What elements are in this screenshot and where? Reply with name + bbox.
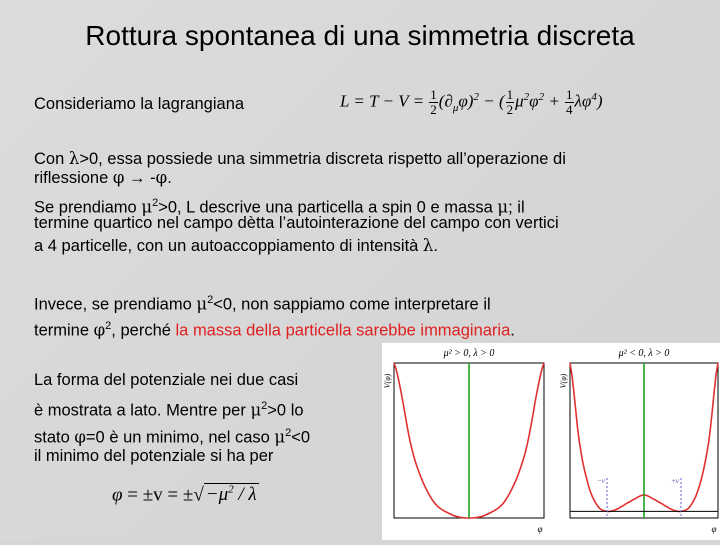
- x-axis-label: φ: [537, 524, 543, 534]
- y-axis-label: V(φ): [383, 373, 392, 389]
- plot-title: μ² > 0, λ > 0: [443, 348, 495, 359]
- potential-plots-panel: [382, 343, 720, 540]
- potential-open: − (: [478, 91, 505, 111]
- para3-line2: [34, 316, 515, 341]
- text-fragment: .: [510, 321, 515, 340]
- phi-symbol: φ: [93, 320, 106, 340]
- kinetic-term-end: φ): [458, 91, 474, 111]
- superscript: 2: [207, 294, 214, 306]
- para2-line2: termine quartico nel campo dètta l’autointerazione del campo con vertici: [34, 214, 559, 232]
- vev-formula: φ = ±v = ±√ $-\mu^2 / \lambda$: [112, 484, 257, 506]
- text-fragment: riflessione: [34, 169, 113, 187]
- kinetic-exponent: 2: [473, 90, 479, 103]
- phi-symbol: φ: [155, 168, 168, 187]
- phi-symbol: φ: [74, 427, 86, 447]
- plot-title: μ² < 0, λ > 0: [618, 348, 670, 359]
- mu-symbol: μ: [250, 400, 262, 420]
- para4-line3: [34, 423, 310, 448]
- mu-symbol: μ: [497, 197, 509, 217]
- mass-field: φ: [529, 91, 539, 111]
- fraction-numerator: 1: [566, 87, 573, 102]
- intro-text: Consideriamo la lagrangiana: [34, 95, 245, 113]
- mu-symbol: μ: [274, 427, 286, 447]
- para1-line2: [34, 168, 172, 188]
- arrow-icon: →: [129, 169, 146, 187]
- radicand: [204, 483, 259, 505]
- text-fragment: >0, L descrive una particella a spin 0 e massa: [158, 198, 498, 217]
- superscript: 2: [105, 320, 112, 332]
- y-axis-label: V(φ): [559, 373, 568, 389]
- text-fragment: =0 è un minimo, nel caso: [85, 428, 275, 447]
- para1-line1: [34, 149, 566, 169]
- radicand-mu: −μ: [205, 484, 229, 506]
- text-fragment: >0 lo: [267, 401, 304, 420]
- lambda-symbol: λ: [422, 236, 434, 255]
- minimum-label: +v: [671, 477, 679, 485]
- superscript: 2: [261, 400, 268, 412]
- text-fragment: .: [433, 237, 438, 255]
- text-fragment: .: [167, 169, 172, 187]
- plus-sign: +: [544, 91, 565, 111]
- radicand-exponent: 2: [228, 484, 234, 496]
- text-fragment: Con: [34, 150, 69, 168]
- minimum-label: −v: [597, 477, 605, 485]
- text-fragment: -: [145, 169, 156, 187]
- mass-field-exponent: 2: [538, 90, 545, 103]
- fraction-numerator: 1: [430, 87, 437, 102]
- highlighted-text: la massa della particella sarebbe immaginaria: [175, 321, 511, 340]
- text-fragment: a 4 particelle, con un autoaccoppiamento di intensità: [34, 237, 423, 255]
- lagrangian-formula: [340, 88, 603, 117]
- fraction-half-mass: [506, 88, 515, 117]
- mu-symbol: μ: [196, 294, 208, 314]
- radicand-lambda: / λ: [233, 484, 257, 506]
- potential-close: ): [596, 91, 603, 111]
- para4-line1: La forma del potenziale nei due casi: [34, 371, 299, 389]
- text-fragment: , perché: [111, 321, 176, 340]
- fraction-denominator: 2: [430, 102, 437, 117]
- kinetic-subscript: μ: [452, 101, 459, 114]
- text-fragment: è mostrata a lato. Mentre per: [34, 401, 251, 420]
- fraction-denominator: 2: [506, 102, 514, 117]
- para4-line4: il minimo del potenziale si ha per: [34, 447, 274, 465]
- quartic-term: λφ: [574, 91, 592, 111]
- fraction-denominator: 4: [566, 102, 573, 117]
- mass-symbol: μ: [515, 91, 524, 111]
- text-fragment: termine: [34, 321, 94, 340]
- fraction-quarter: [565, 88, 574, 117]
- text-fragment: stato: [34, 428, 75, 447]
- superscript: 2: [152, 197, 159, 209]
- phi-symbol: φ: [112, 484, 123, 506]
- lambda-symbol: λ: [68, 149, 80, 168]
- kinetic-term: (∂: [438, 91, 453, 111]
- slide-title: Rottura spontanea di una simmetria discreta: [85, 20, 635, 51]
- potential-plots-svg: [382, 343, 720, 540]
- para2-line3: [34, 236, 438, 256]
- x-axis-label: φ: [711, 524, 717, 534]
- text-fragment: Se prendiamo: [34, 198, 142, 217]
- text-fragment: >0, essa possiede una simmetria discreta rispetto all’operazione di: [79, 150, 566, 168]
- mu-symbol: μ: [141, 197, 153, 217]
- text-fragment: Invece, se prendiamo: [34, 295, 197, 314]
- text-fragment: ; il: [508, 198, 525, 217]
- fraction-half-kinetic: [429, 88, 438, 117]
- quartic-exponent: 4: [591, 90, 597, 103]
- para4-line2: [34, 396, 304, 421]
- fraction-numerator: 1: [506, 87, 514, 102]
- phi-symbol: φ: [112, 168, 125, 187]
- text-fragment: <0, non sappiamo come interpretare il: [213, 295, 491, 314]
- para3-line1: [34, 290, 491, 315]
- text-fragment: <0: [291, 428, 311, 447]
- lagrangian-lhs: L = T − V =: [340, 91, 429, 111]
- vev-equals: = ±v = ±: [122, 484, 194, 506]
- superscript: 2: [285, 427, 292, 439]
- mass-exponent: 2: [523, 90, 530, 103]
